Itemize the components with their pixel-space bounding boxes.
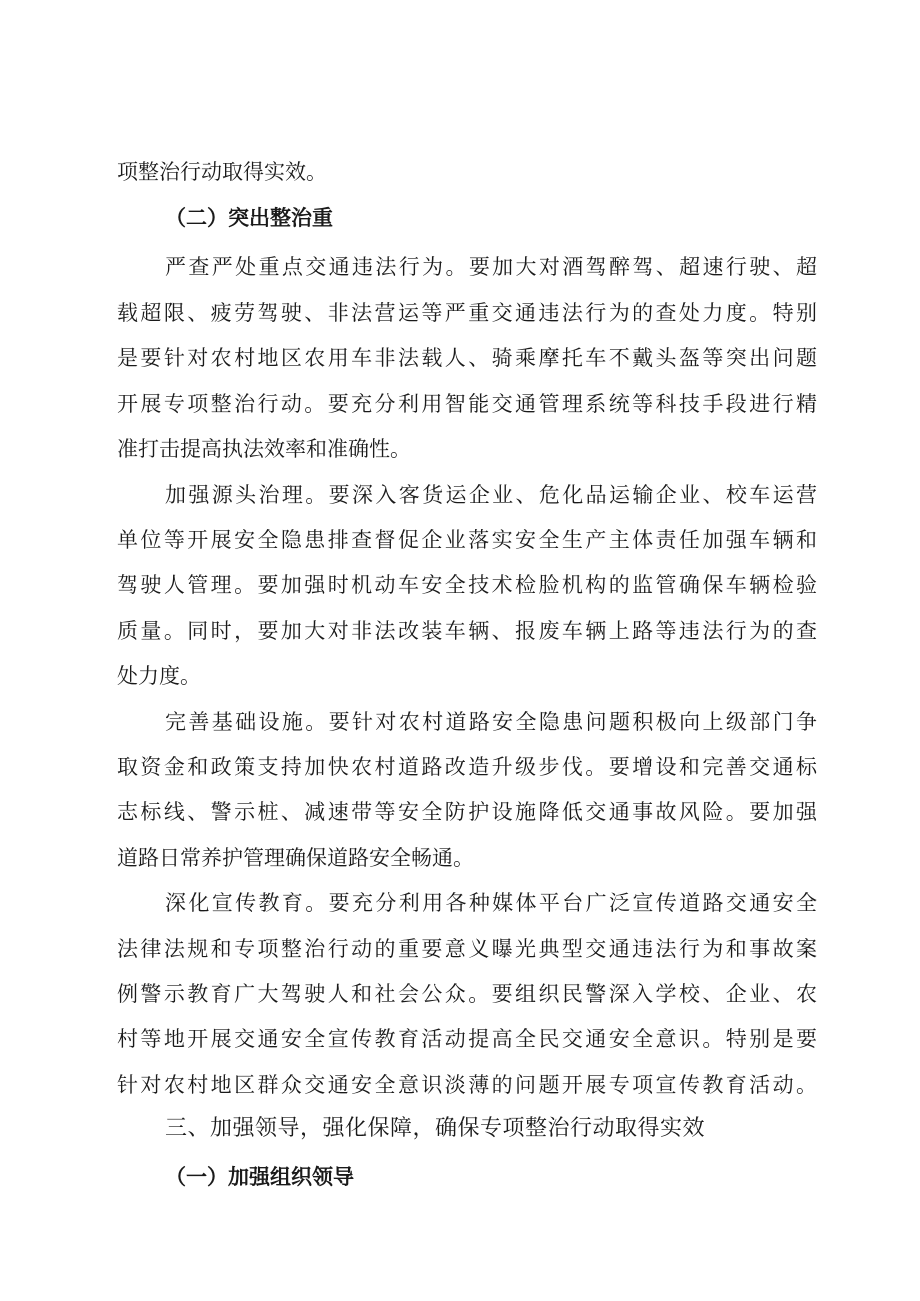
text-line: 志标线、警示桩、减速带等安全防护设施降低交通事故风险。要加强 — [117, 800, 817, 824]
text-line: 深化宣传教育。要充分利用各种媒体平台广泛宣传道路交通安全 — [165, 891, 817, 915]
text-line: 项整治行动取得实效。 — [117, 160, 327, 184]
text-line: 开展专项整治行动。要充分利用智能交通管理系统等科技手段进行精 — [117, 392, 817, 416]
text-line: 道路日常养护管理确保道路安全畅通。 — [117, 846, 474, 870]
text-line: 完善基础设施。要针对农村道路安全隐患问题积极向上级部门争 — [165, 710, 817, 734]
section-heading: 三、加强领导，强化保障，确保专项整治行动取得实效 — [165, 1116, 706, 1141]
text-line: 加强源头治理。要深入客货运企业、危化品运输企业、校车运营 — [165, 483, 817, 507]
text-line: 针对农村地区群众交通安全意识淡薄的问题开展专项宣传教育活动。 — [117, 1073, 817, 1097]
text-line: 村等地开展交通安全宣传教育活动提高全民交通安全意识。特别是要 — [117, 1027, 817, 1051]
text-line: 载超限、疲劳驾驶、非法营运等严重交通违法行为的查处力度。特别 — [117, 301, 817, 325]
text-line: 是要针对农村地区农用车非法载人、骑乘摩托车不戴头盔等突出问题 — [117, 346, 817, 370]
text-line: 取资金和政策支持加快农村道路改造升级步伐。要增设和完善交通标 — [117, 755, 817, 779]
text-line: 驾驶人管理。要加强时机动车安全技术检脸机构的监管确保车辆检验 — [117, 573, 817, 597]
text-line: 法律法规和专项整治行动的重要意义曝光典型交通违法行为和事故案 — [117, 937, 817, 961]
subheading-2: （二）突出整治重 — [165, 206, 333, 230]
subheading-1: （一）加强组织领导 — [165, 1165, 354, 1189]
text-line: 质量。同时，要加大对非法改装车辆、报废车辆上路等违法行为的查 — [117, 619, 817, 643]
text-line: 例警示教育广大驾驶人和社会公众。要组织民警深入学校、企业、农 — [117, 982, 817, 1006]
text-line: 准打击提高执法效率和准确性。 — [117, 437, 411, 461]
text-line: 处力度。 — [117, 664, 201, 688]
text-line: 严查严处重点交通违法行为。要加大对酒驾醉驾、超速行驶、超 — [165, 255, 817, 279]
text-line: 单位等开展安全隐患排查督促企业落实安全生产主体责任加强车辆和 — [117, 528, 817, 552]
